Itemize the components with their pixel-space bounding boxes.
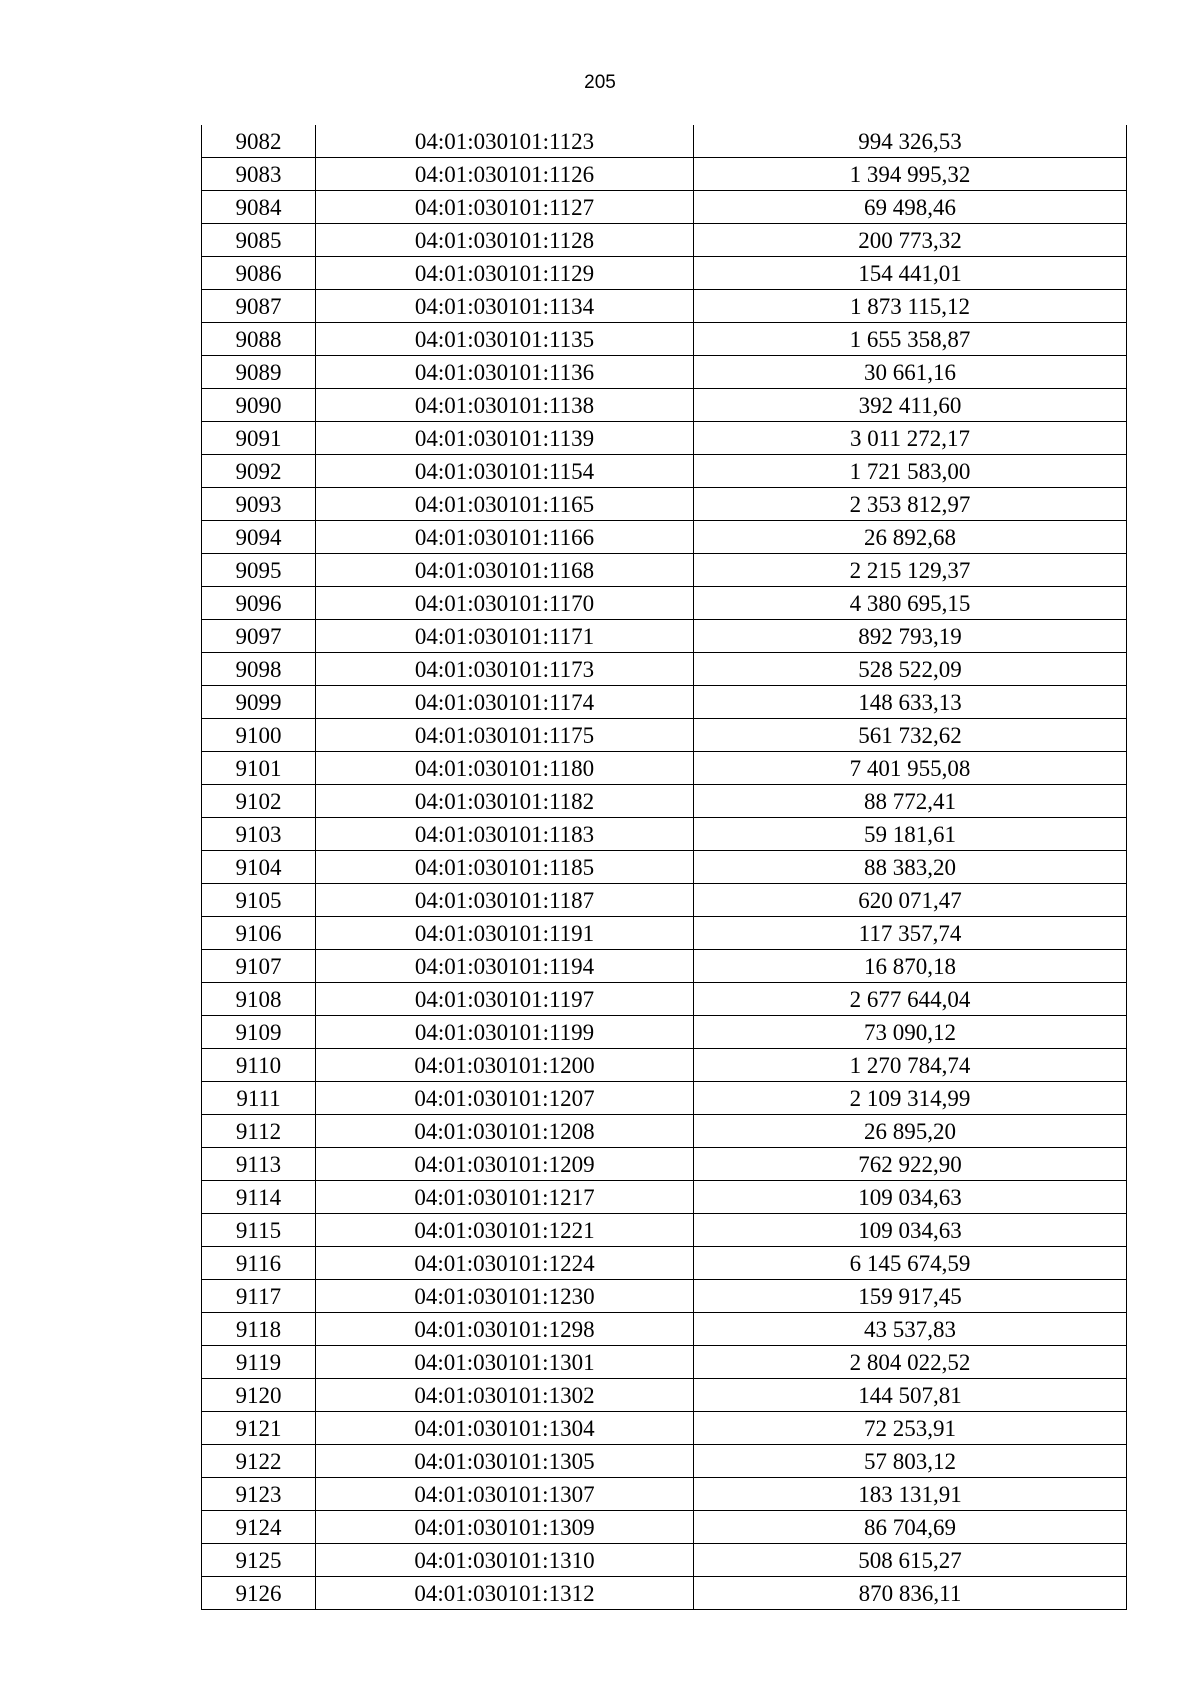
table-row <box>202 455 1127 488</box>
cadastral-value-cell: 30 661,16 <box>694 356 1127 389</box>
cadastral-value-cell: 16 870,18 <box>694 950 1127 983</box>
row-number-cell: 9123 <box>202 1478 316 1511</box>
row-number-cell: 9104 <box>202 851 316 884</box>
cadastral-value-cell: 4 380 695,15 <box>694 587 1127 620</box>
row-number-cell: 9122 <box>202 1445 316 1478</box>
table-row <box>202 653 1127 686</box>
table-row <box>202 1544 1127 1577</box>
row-number-cell: 9110 <box>202 1049 316 1082</box>
table-row <box>202 1379 1127 1412</box>
cadastral-value-cell: 2 109 314,99 <box>694 1082 1127 1115</box>
cadastral-number-cell: 04:01:030101:1175 <box>316 719 694 752</box>
row-number-cell: 9107 <box>202 950 316 983</box>
cadastral-value-cell: 1 394 995,32 <box>694 158 1127 191</box>
row-number-cell: 9118 <box>202 1313 316 1346</box>
cadastral-value-cell: 26 895,20 <box>694 1115 1127 1148</box>
table-row <box>202 983 1127 1016</box>
table-row <box>202 323 1127 356</box>
cadastral-number-cell: 04:01:030101:1134 <box>316 290 694 323</box>
row-number-cell: 9086 <box>202 257 316 290</box>
table-row <box>202 488 1127 521</box>
row-number-cell: 9088 <box>202 323 316 356</box>
table-row <box>202 257 1127 290</box>
cadastral-number-cell: 04:01:030101:1136 <box>316 356 694 389</box>
cadastral-value-cell: 2 804 022,52 <box>694 1346 1127 1379</box>
cadastral-number-cell: 04:01:030101:1301 <box>316 1346 694 1379</box>
row-number-cell: 9085 <box>202 224 316 257</box>
cadastral-number-cell: 04:01:030101:1123 <box>316 125 694 158</box>
cadastral-number-cell: 04:01:030101:1230 <box>316 1280 694 1313</box>
cadastral-number-cell: 04:01:030101:1174 <box>316 686 694 719</box>
row-number-cell: 9084 <box>202 191 316 224</box>
table-row <box>202 851 1127 884</box>
cadastral-number-cell: 04:01:030101:1127 <box>316 191 694 224</box>
cadastral-number-cell: 04:01:030101:1170 <box>316 587 694 620</box>
table-row <box>202 785 1127 818</box>
table-row <box>202 1511 1127 1544</box>
row-number-cell: 9095 <box>202 554 316 587</box>
cadastral-number-cell: 04:01:030101:1180 <box>316 752 694 785</box>
cadastral-number-cell: 04:01:030101:1185 <box>316 851 694 884</box>
cadastral-value-cell: 88 772,41 <box>694 785 1127 818</box>
cadastral-number-cell: 04:01:030101:1217 <box>316 1181 694 1214</box>
cadastral-value-cell: 57 803,12 <box>694 1445 1127 1478</box>
cadastral-number-cell: 04:01:030101:1135 <box>316 323 694 356</box>
row-number-cell: 9124 <box>202 1511 316 1544</box>
cadastral-value-table-container <box>201 125 1127 1610</box>
cadastral-value-table <box>201 125 1127 1610</box>
cadastral-number-cell: 04:01:030101:1166 <box>316 521 694 554</box>
cadastral-value-cell: 148 633,13 <box>694 686 1127 719</box>
row-number-cell: 9115 <box>202 1214 316 1247</box>
cadastral-number-cell: 04:01:030101:1165 <box>316 488 694 521</box>
cadastral-value-cell: 183 131,91 <box>694 1478 1127 1511</box>
cadastral-value-cell: 892 793,19 <box>694 620 1127 653</box>
table-row <box>202 422 1127 455</box>
table-row <box>202 1049 1127 1082</box>
cadastral-value-cell: 3 011 272,17 <box>694 422 1127 455</box>
row-number-cell: 9116 <box>202 1247 316 1280</box>
row-number-cell: 9092 <box>202 455 316 488</box>
cadastral-value-cell: 43 537,83 <box>694 1313 1127 1346</box>
cadastral-number-cell: 04:01:030101:1194 <box>316 950 694 983</box>
table-row <box>202 224 1127 257</box>
table-row <box>202 158 1127 191</box>
table-row <box>202 554 1127 587</box>
row-number-cell: 9121 <box>202 1412 316 1445</box>
cadastral-number-cell: 04:01:030101:1221 <box>316 1214 694 1247</box>
row-number-cell: 9089 <box>202 356 316 389</box>
cadastral-number-cell: 04:01:030101:1304 <box>316 1412 694 1445</box>
cadastral-value-cell: 2 677 644,04 <box>694 983 1127 1016</box>
cadastral-value-cell: 154 441,01 <box>694 257 1127 290</box>
row-number-cell: 9120 <box>202 1379 316 1412</box>
row-number-cell: 9108 <box>202 983 316 1016</box>
table-row <box>202 884 1127 917</box>
table-row <box>202 818 1127 851</box>
table-row <box>202 719 1127 752</box>
cadastral-number-cell: 04:01:030101:1298 <box>316 1313 694 1346</box>
cadastral-value-cell: 59 181,61 <box>694 818 1127 851</box>
table-row <box>202 1214 1127 1247</box>
row-number-cell: 9083 <box>202 158 316 191</box>
cadastral-number-cell: 04:01:030101:1139 <box>316 422 694 455</box>
table-row <box>202 1082 1127 1115</box>
row-number-cell: 9111 <box>202 1082 316 1115</box>
cadastral-value-cell: 528 522,09 <box>694 653 1127 686</box>
cadastral-number-cell: 04:01:030101:1200 <box>316 1049 694 1082</box>
table-row <box>202 1346 1127 1379</box>
row-number-cell: 9098 <box>202 653 316 686</box>
cadastral-value-cell: 2 353 812,97 <box>694 488 1127 521</box>
table-row <box>202 950 1127 983</box>
table-row <box>202 1280 1127 1313</box>
cadastral-number-cell: 04:01:030101:1126 <box>316 158 694 191</box>
table-row <box>202 1247 1127 1280</box>
cadastral-number-cell: 04:01:030101:1309 <box>316 1511 694 1544</box>
cadastral-value-cell: 73 090,12 <box>694 1016 1127 1049</box>
row-number-cell: 9102 <box>202 785 316 818</box>
cadastral-number-cell: 04:01:030101:1138 <box>316 389 694 422</box>
table-row <box>202 752 1127 785</box>
cadastral-value-cell: 88 383,20 <box>694 851 1127 884</box>
cadastral-number-cell: 04:01:030101:1305 <box>316 1445 694 1478</box>
table-row <box>202 356 1127 389</box>
row-number-cell: 9082 <box>202 125 316 158</box>
cadastral-value-cell: 392 411,60 <box>694 389 1127 422</box>
row-number-cell: 9097 <box>202 620 316 653</box>
cadastral-number-cell: 04:01:030101:1208 <box>316 1115 694 1148</box>
cadastral-value-cell: 109 034,63 <box>694 1214 1127 1247</box>
cadastral-value-cell: 2 215 129,37 <box>694 554 1127 587</box>
table-row <box>202 521 1127 554</box>
row-number-cell: 9113 <box>202 1148 316 1181</box>
row-number-cell: 9105 <box>202 884 316 917</box>
cadastral-number-cell: 04:01:030101:1187 <box>316 884 694 917</box>
row-number-cell: 9090 <box>202 389 316 422</box>
cadastral-value-cell: 620 071,47 <box>694 884 1127 917</box>
table-row <box>202 191 1127 224</box>
cadastral-value-cell: 1 873 115,12 <box>694 290 1127 323</box>
row-number-cell: 9093 <box>202 488 316 521</box>
cadastral-value-cell: 994 326,53 <box>694 125 1127 158</box>
cadastral-number-cell: 04:01:030101:1302 <box>316 1379 694 1412</box>
row-number-cell: 9125 <box>202 1544 316 1577</box>
row-number-cell: 9114 <box>202 1181 316 1214</box>
table-row <box>202 1478 1127 1511</box>
cadastral-value-cell: 26 892,68 <box>694 521 1127 554</box>
table-row <box>202 1148 1127 1181</box>
row-number-cell: 9109 <box>202 1016 316 1049</box>
cadastral-value-cell: 762 922,90 <box>694 1148 1127 1181</box>
cadastral-value-cell: 69 498,46 <box>694 191 1127 224</box>
cadastral-number-cell: 04:01:030101:1207 <box>316 1082 694 1115</box>
row-number-cell: 9101 <box>202 752 316 785</box>
cadastral-value-cell: 109 034,63 <box>694 1181 1127 1214</box>
cadastral-value-cell: 1 655 358,87 <box>694 323 1127 356</box>
cadastral-number-cell: 04:01:030101:1173 <box>316 653 694 686</box>
cadastral-number-cell: 04:01:030101:1168 <box>316 554 694 587</box>
cadastral-value-cell: 7 401 955,08 <box>694 752 1127 785</box>
row-number-cell: 9126 <box>202 1577 316 1610</box>
row-number-cell: 9103 <box>202 818 316 851</box>
row-number-cell: 9099 <box>202 686 316 719</box>
cadastral-value-cell: 6 145 674,59 <box>694 1247 1127 1280</box>
table-row <box>202 1181 1127 1214</box>
cadastral-number-cell: 04:01:030101:1197 <box>316 983 694 1016</box>
row-number-cell: 9119 <box>202 1346 316 1379</box>
cadastral-number-cell: 04:01:030101:1310 <box>316 1544 694 1577</box>
table-row <box>202 389 1127 422</box>
table-row <box>202 290 1127 323</box>
cadastral-value-cell: 561 732,62 <box>694 719 1127 752</box>
cadastral-number-cell: 04:01:030101:1307 <box>316 1478 694 1511</box>
cadastral-value-cell: 1 721 583,00 <box>694 455 1127 488</box>
cadastral-value-cell: 86 704,69 <box>694 1511 1127 1544</box>
table-row <box>202 587 1127 620</box>
row-number-cell: 9096 <box>202 587 316 620</box>
cadastral-number-cell: 04:01:030101:1128 <box>316 224 694 257</box>
cadastral-value-cell: 200 773,32 <box>694 224 1127 257</box>
row-number-cell: 9091 <box>202 422 316 455</box>
cadastral-number-cell: 04:01:030101:1199 <box>316 1016 694 1049</box>
table-row <box>202 1115 1127 1148</box>
cadastral-value-cell: 508 615,27 <box>694 1544 1127 1577</box>
table-row <box>202 1445 1127 1478</box>
cadastral-number-cell: 04:01:030101:1209 <box>316 1148 694 1181</box>
table-row <box>202 125 1127 158</box>
page-number: 205 <box>584 72 616 93</box>
cadastral-number-cell: 04:01:030101:1171 <box>316 620 694 653</box>
table-row <box>202 1412 1127 1445</box>
table-row <box>202 686 1127 719</box>
cadastral-number-cell: 04:01:030101:1183 <box>316 818 694 851</box>
cadastral-value-cell: 1 270 784,74 <box>694 1049 1127 1082</box>
table-row <box>202 1313 1127 1346</box>
table-row <box>202 620 1127 653</box>
row-number-cell: 9100 <box>202 719 316 752</box>
row-number-cell: 9117 <box>202 1280 316 1313</box>
cadastral-value-cell: 117 357,74 <box>694 917 1127 950</box>
cadastral-value-cell: 159 917,45 <box>694 1280 1127 1313</box>
table-row <box>202 1577 1127 1610</box>
cadastral-number-cell: 04:01:030101:1182 <box>316 785 694 818</box>
cadastral-number-cell: 04:01:030101:1312 <box>316 1577 694 1610</box>
cadastral-number-cell: 04:01:030101:1129 <box>316 257 694 290</box>
cadastral-value-cell: 144 507,81 <box>694 1379 1127 1412</box>
row-number-cell: 9087 <box>202 290 316 323</box>
row-number-cell: 9112 <box>202 1115 316 1148</box>
cadastral-value-cell: 72 253,91 <box>694 1412 1127 1445</box>
cadastral-number-cell: 04:01:030101:1154 <box>316 455 694 488</box>
row-number-cell: 9106 <box>202 917 316 950</box>
table-row <box>202 917 1127 950</box>
row-number-cell: 9094 <box>202 521 316 554</box>
cadastral-number-cell: 04:01:030101:1224 <box>316 1247 694 1280</box>
cadastral-number-cell: 04:01:030101:1191 <box>316 917 694 950</box>
table-body <box>202 125 1127 1610</box>
table-row <box>202 1016 1127 1049</box>
cadastral-value-cell: 870 836,11 <box>694 1577 1127 1610</box>
